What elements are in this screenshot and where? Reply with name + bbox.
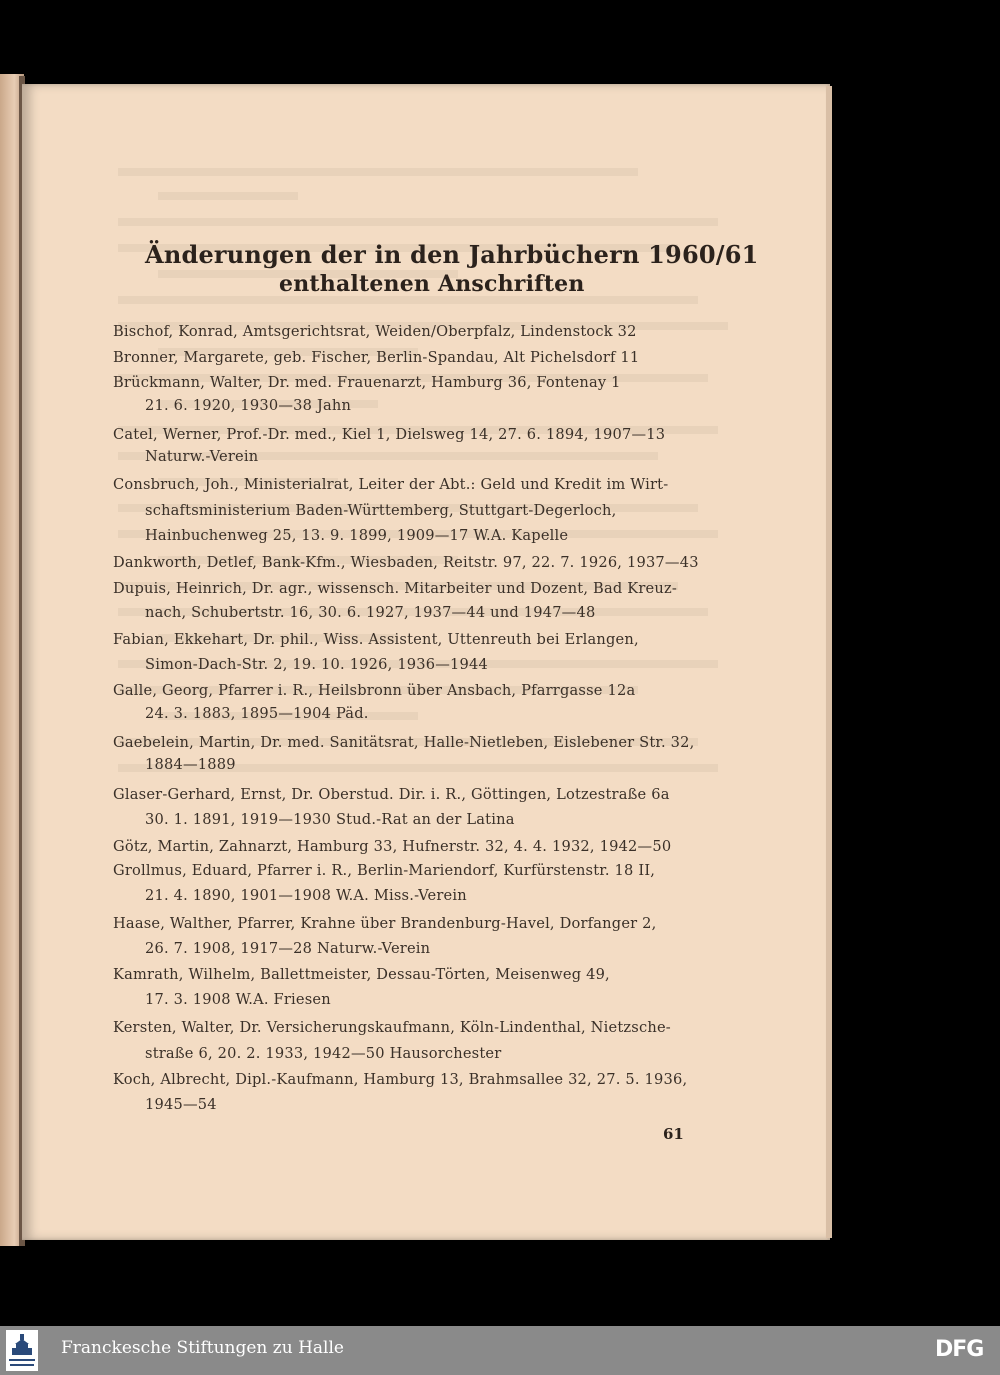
entry-line: Dankworth, Detlef, Bank-Kfm., Wiesbaden, Reitstr. 97, 22. 7. 1926, 1937—43 (113, 554, 699, 571)
entry-line: 21. 4. 1890, 1901—1908 W.A. Miss.-Verein (145, 887, 467, 904)
page-edge (826, 86, 832, 1238)
francke-logo-icon[interactable] (6, 1330, 38, 1371)
page-title-line-2: enthaltenen Anschriften (279, 271, 585, 297)
page-number: 61 (663, 1125, 684, 1143)
footer-bar (0, 1326, 1000, 1375)
entry-line: Simon-Dach-Str. 2, 19. 10. 1926, 1936—1944 (145, 656, 488, 673)
entry-line: 30. 1. 1891, 1919—1930 Stud.-Rat an der Latina (145, 811, 515, 828)
entry-line: Haase, Walther, Pfarrer, Krahne über Brandenburg-Havel, Dorfanger 2, (113, 915, 657, 932)
entry-line: 26. 7. 1908, 1917—28 Naturw.-Verein (145, 940, 431, 957)
entry-line: schaftsministerium Baden-Württemberg, Stuttgart-Degerloch, (145, 502, 617, 519)
page-title-line-1: Änderungen der in den Jahrbüchern 1960/61 (145, 240, 759, 269)
entry-line: Kersten, Walter, Dr. Versicherungskaufmann, Köln-Lindenthal, Nietzsche- (113, 1019, 671, 1036)
entry-line: Bischof, Konrad, Amtsgerichtsrat, Weiden/Oberpfalz, Lindenstock 32 (113, 323, 637, 340)
dfg-logo[interactable]: DFG (935, 1337, 984, 1362)
entry-line: Koch, Albrecht, Dipl.-Kaufmann, Hamburg 13, Brahmsallee 32, 27. 5. 1936, (113, 1071, 688, 1088)
entry-line: Catel, Werner, Prof.-Dr. med., Kiel 1, Dielsweg 14, 27. 6. 1894, 1907—13 (113, 426, 666, 443)
entry-line: Hainbuchenweg 25, 13. 9. 1899, 1909—17 W.A. Kapelle (145, 527, 569, 544)
entry-line: 1945—54 (145, 1096, 217, 1113)
entry-line: Glaser-Gerhard, Ernst, Dr. Oberstud. Dir. i. R., Göttingen, Lotzestraße 6a (113, 786, 670, 803)
entry-line: 24. 3. 1883, 1895—1904 Päd. (145, 705, 369, 722)
entry-line: 21. 6. 1920, 1930—38 Jahn (145, 397, 352, 414)
entry-line: 17. 3. 1908 W.A. Friesen (145, 991, 331, 1008)
entry-line: Bronner, Margarete, geb. Fischer, Berlin-Spandau, Alt Pichelsdorf 11 (113, 349, 640, 366)
entry-line: Fabian, Ekkehart, Dr. phil., Wiss. Assistent, Uttenreuth bei Erlangen, (113, 631, 639, 648)
institution-name[interactable]: Franckesche Stiftungen zu Halle (61, 1338, 344, 1358)
entry-line: Gaebelein, Martin, Dr. med. Sanitätsrat, Halle-Nietleben, Eislebener Str. 32, (113, 734, 695, 751)
entry-line: Consbruch, Joh., Ministerialrat, Leiter der Abt.: Geld und Kredit im Wirt- (113, 476, 669, 493)
entry-line: Naturw.-Verein (145, 448, 259, 465)
entry-line: 1884—1889 (145, 756, 236, 773)
entry-line: Galle, Georg, Pfarrer i. R., Heilsbronn über Ansbach, Pfarrgasse 12a (113, 682, 636, 699)
entry-line: Brückmann, Walter, Dr. med. Frauenarzt, Hamburg 36, Fontenay 1 (113, 374, 621, 391)
entry-line: Götz, Martin, Zahnarzt, Hamburg 33, Hufnerstr. 32, 4. 4. 1932, 1942—50 (113, 838, 672, 855)
entry-line: nach, Schubertstr. 16, 30. 6. 1927, 1937—44 und 1947—48 (145, 604, 596, 621)
entry-line: Dupuis, Heinrich, Dr. agr., wissensch. Mitarbeiter und Dozent, Bad Kreuz- (113, 580, 677, 597)
francke-logo-graphic (6, 1330, 38, 1371)
entry-line: Grollmus, Eduard, Pfarrer i. R., Berlin-Mariendorf, Kurfürstenstr. 18 II, (113, 862, 656, 879)
entry-line: Kamrath, Wilhelm, Ballettmeister, Dessau-Törten, Meisenweg 49, (113, 966, 610, 983)
entry-line: straße 6, 20. 2. 1933, 1942—50 Hausorchester (145, 1045, 502, 1062)
